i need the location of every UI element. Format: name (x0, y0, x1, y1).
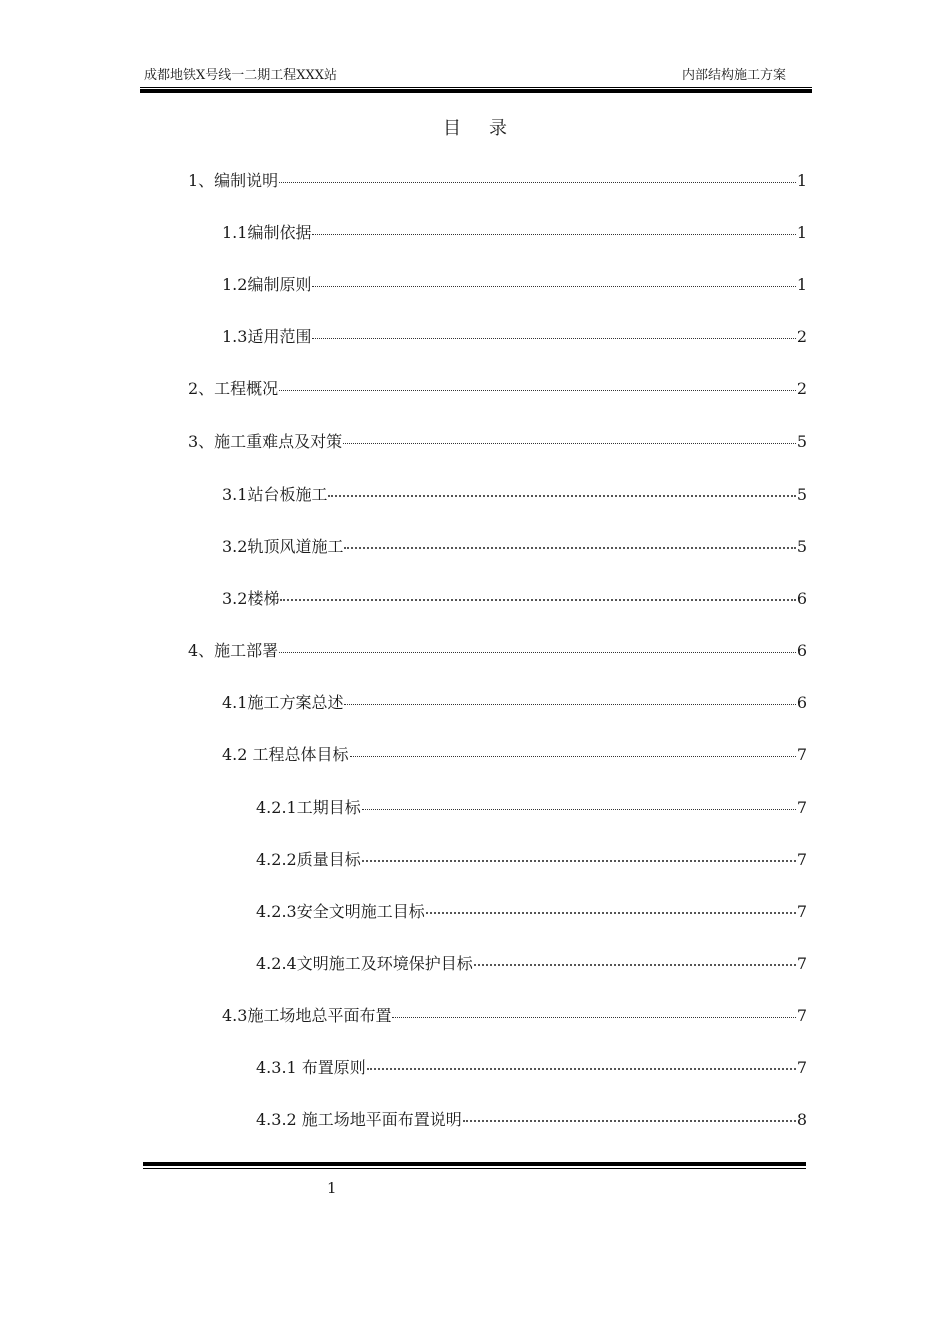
toc-entry-page: 7 (796, 954, 807, 973)
toc-leader-dots (344, 546, 795, 549)
toc-entry-page: 2 (796, 327, 807, 346)
toc-entry-3-2-stairs[interactable] (222, 587, 807, 611)
toc-entry-3-1[interactable] (222, 483, 807, 507)
toc-leader-dots (312, 285, 795, 287)
header-project-title: 成都地铁X号线一二期工程XXX站 (144, 68, 338, 83)
footer-rule-thin (143, 1168, 806, 1169)
toc-entry-label: 4.2.2质量目标 (256, 850, 361, 869)
toc-leader-dots (350, 755, 796, 757)
toc-entry-label: 1.3适用范围 (222, 327, 312, 346)
toc-leader-dots (312, 233, 795, 235)
toc-entry-label: 4.3施工场地总平面布置 (222, 1006, 392, 1025)
toc-leader-dots (426, 911, 796, 914)
toc-entry-label: 4.2.1工期目标 (256, 798, 361, 817)
toc-leader-dots (312, 337, 795, 339)
toc-entry-1[interactable] (188, 169, 807, 193)
toc-leader-dots (279, 389, 796, 391)
toc-leader-dots (344, 703, 795, 705)
toc-entry-label: 1.1编制依据 (222, 223, 312, 242)
toc-entry-label: 3.2轨顶风道施工 (222, 537, 344, 556)
footer-rule-thick (143, 1162, 806, 1166)
toc-entry-label: 4.3.1 布置原则 (256, 1058, 366, 1077)
toc-entry-page: 1 (796, 171, 807, 190)
toc-entry-4-3-2[interactable] (256, 1108, 807, 1132)
toc-entry-label: 3.1站台板施工 (222, 485, 328, 504)
toc-entry-label: 4.1施工方案总述 (222, 693, 344, 712)
toc-entry-label: 4.2.3安全文明施工目标 (256, 902, 425, 921)
toc-leader-dots (392, 1016, 795, 1018)
toc-entry-label: 2、工程概况 (188, 379, 279, 398)
toc-entry-page: 7 (796, 1058, 807, 1077)
toc-entry-page: 7 (796, 1006, 807, 1025)
toc-title: 目录 (443, 118, 535, 139)
header-document-title: 内部结构施工方案 (681, 68, 786, 83)
toc-entry-4-2-2[interactable] (256, 848, 807, 872)
page-number: 1 (327, 1179, 337, 1197)
toc-entry-4-2[interactable] (222, 743, 807, 767)
toc-entry-page: 6 (796, 589, 807, 608)
toc-entry-page: 7 (796, 745, 807, 764)
toc-entry-label: 1、编制说明 (188, 171, 279, 190)
toc-entry-3[interactable] (188, 430, 807, 454)
toc-entry-page: 1 (796, 275, 807, 294)
toc-entry-4-3[interactable] (222, 1004, 807, 1028)
toc-entry-label: 3、施工重难点及对策 (188, 432, 343, 451)
toc-leader-dots (279, 651, 796, 653)
toc-entry-3-2[interactable] (222, 535, 807, 559)
toc-entry-page: 7 (796, 902, 807, 921)
toc-entry-4-3-1[interactable] (256, 1056, 807, 1080)
toc-entry-label: 4.3.2 施工场地平面布置说明 (256, 1110, 462, 1129)
toc-leader-dots (362, 808, 796, 810)
toc-leader-dots (367, 1067, 796, 1070)
toc-entry-4-2-1[interactable] (256, 796, 807, 820)
toc-leader-dots (328, 494, 795, 497)
toc-entry-4-2-3[interactable] (256, 900, 807, 924)
toc-entry-4-2-4[interactable] (256, 952, 807, 976)
toc-entry-label: 4、施工部署 (188, 641, 279, 660)
toc-leader-dots (362, 859, 796, 862)
toc-entry-page: 5 (796, 432, 807, 451)
toc-entry-page: 5 (796, 485, 807, 504)
toc-entry-label: 3.2楼梯 (222, 589, 280, 608)
toc-entry-1-2[interactable] (222, 273, 807, 297)
toc-entry-page: 7 (796, 798, 807, 817)
toc-entry-label: 4.2.4文明施工及环境保护目标 (256, 954, 473, 973)
toc-leader-dots (279, 181, 796, 183)
toc-entry-page: 7 (796, 850, 807, 869)
toc-entry-label: 4.2 工程总体目标 (222, 745, 349, 764)
toc-entry-1-3[interactable] (222, 325, 807, 349)
toc-entry-page: 6 (796, 693, 807, 712)
toc-entry-page: 1 (796, 223, 807, 242)
toc-leader-dots (343, 442, 796, 444)
toc-entry-1-1[interactable] (222, 221, 807, 245)
toc-entry-2[interactable] (188, 377, 807, 401)
toc-leader-dots (474, 963, 796, 966)
toc-entry-4-1[interactable] (222, 691, 807, 715)
toc-entry-page: 2 (796, 379, 807, 398)
toc-leader-dots (463, 1119, 796, 1122)
toc-entry-page: 8 (796, 1110, 807, 1129)
toc-entry-page: 6 (796, 641, 807, 660)
toc-entry-page: 5 (796, 537, 807, 556)
toc-entry-label: 1.2编制原则 (222, 275, 312, 294)
toc-leader-dots (280, 598, 795, 601)
toc-entry-4[interactable] (188, 639, 807, 663)
